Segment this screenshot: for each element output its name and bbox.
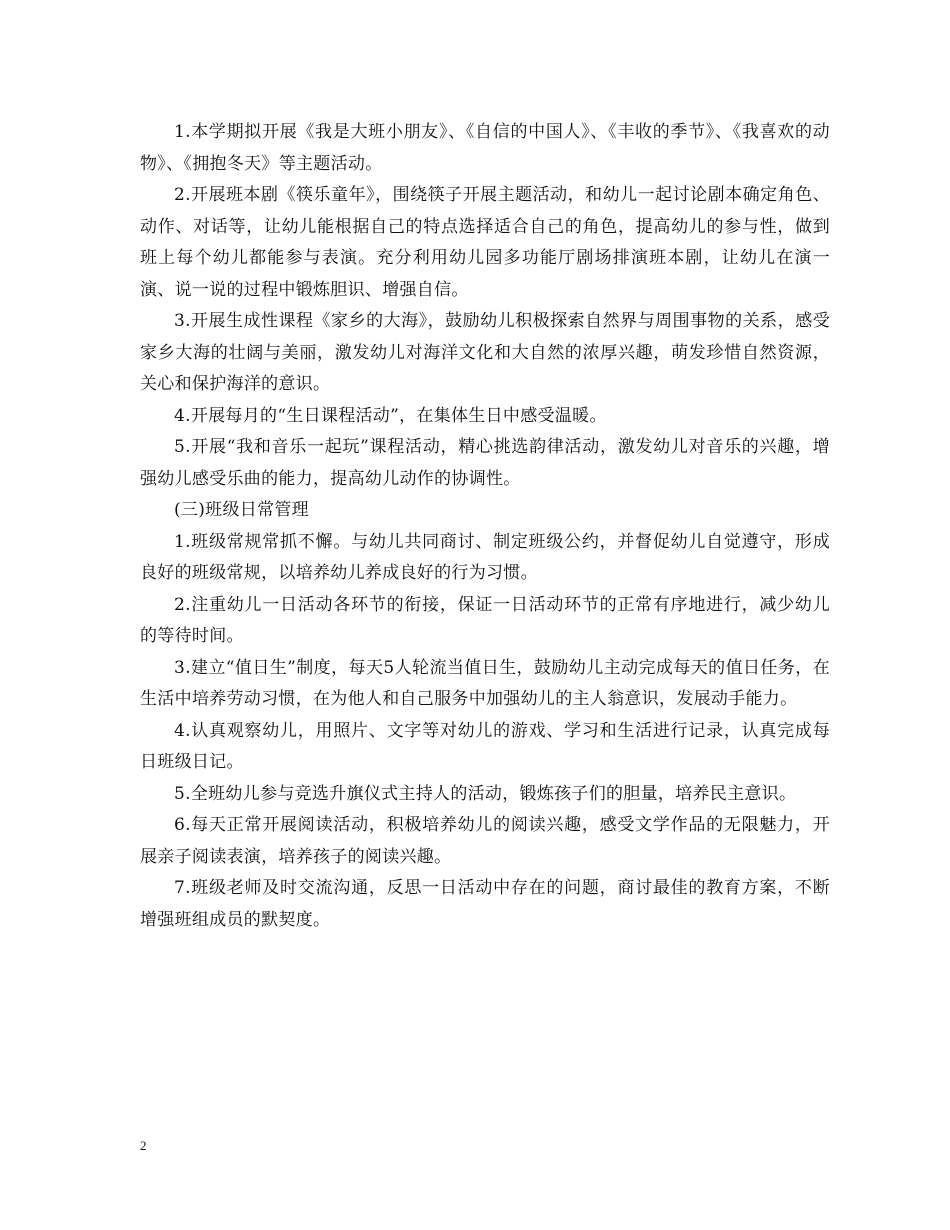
paragraph-theme-activities: 1.本学期拟开展《我是大班小朋友》、《自信的中国人》、《丰收的季节》、《我喜欢的动物》、《拥抱冬天》等主题活动。 [140, 122, 830, 174]
paragraph-duty-system: 3.建立“值日生”制度，每天5人轮流当值日生，鼓励幼儿主动完成每天的值日任务，在生活中培养劳动习惯，在为他人和自己服务中加强幼儿的主人翁意识，发展动手能力。 [140, 657, 830, 709]
paragraph-birthday-course: 4.开展每月的“生日课程活动”，在集体生日中感受温暖。 [174, 405, 607, 426]
paragraph-daily-transition: 2.注重幼儿一日活动各环节的衔接，保证一日活动环节的正常有序地进行，减少幼儿的等待时间。 [140, 594, 830, 646]
document-body [140, 117, 830, 936]
paragraph-sea-course: 3.开展生成性课程《家乡的大海》，鼓励幼儿积极探索自然界与周围事物的关系，感受家乡大海的壮阔与美丽，激发幼儿对海洋文化和大自然的浓厚兴趣，萌发珍惜自然资源，关心和保护海洋的意识。 [140, 311, 830, 394]
paragraph-music-course: 5.开展“我和音乐一起玩”课程活动，精心挑选韵律活动，激发幼儿对音乐的兴趣，增强幼儿感受乐曲的能力，提高幼儿动作的协调性。 [140, 437, 830, 489]
paragraph-flag-ceremony: 5.全班幼儿参与竞选升旗仪式主持人的活动，锻炼孩子们的胆量，培养民主意识。 [174, 783, 797, 804]
paragraph-teacher-communication: 7.班级老师及时交流沟通，反思一日活动中存在的问题，商讨最佳的教育方案，不断增强班组成员的默契度。 [140, 878, 830, 930]
paragraph-observation: 4.认真观察幼儿，用照片、文字等对幼儿的游戏、学习和生活进行记录，认真完成每日班级日记。 [140, 720, 830, 772]
paragraph-class-routine: 1.班级常规常抓不懈。与幼儿共同商讨、制定班级公约，并督促幼儿自觉遵守，形成良好的班级常规，以培养幼儿养成良好的行为习惯。 [140, 531, 830, 583]
page-number: 2 [140, 1138, 147, 1153]
paragraph-class-drama: 2.开展班本剧《筷乐童年》，围绕筷子开展主题活动，和幼儿一起讨论剧本确定角色、动作、对话等，让幼儿能根据自己的特点选择适合自己的角色，提高幼儿的参与性，做到班上每个幼儿都能参与表演。充分利用幼儿园多功能厅剧场排演班本剧，让幼儿在演一演、说一说的过程中锻炼胆识、增强自信。 [140, 185, 830, 300]
paragraph-reading: 6.每天正常开展阅读活动，积极培养幼儿的阅读兴趣，感受文学作品的无限魅力，开展亲子阅读表演，培养孩子的阅读兴趣。 [140, 815, 830, 867]
section-heading-daily-management: (三)班级日常管理 [174, 500, 309, 520]
